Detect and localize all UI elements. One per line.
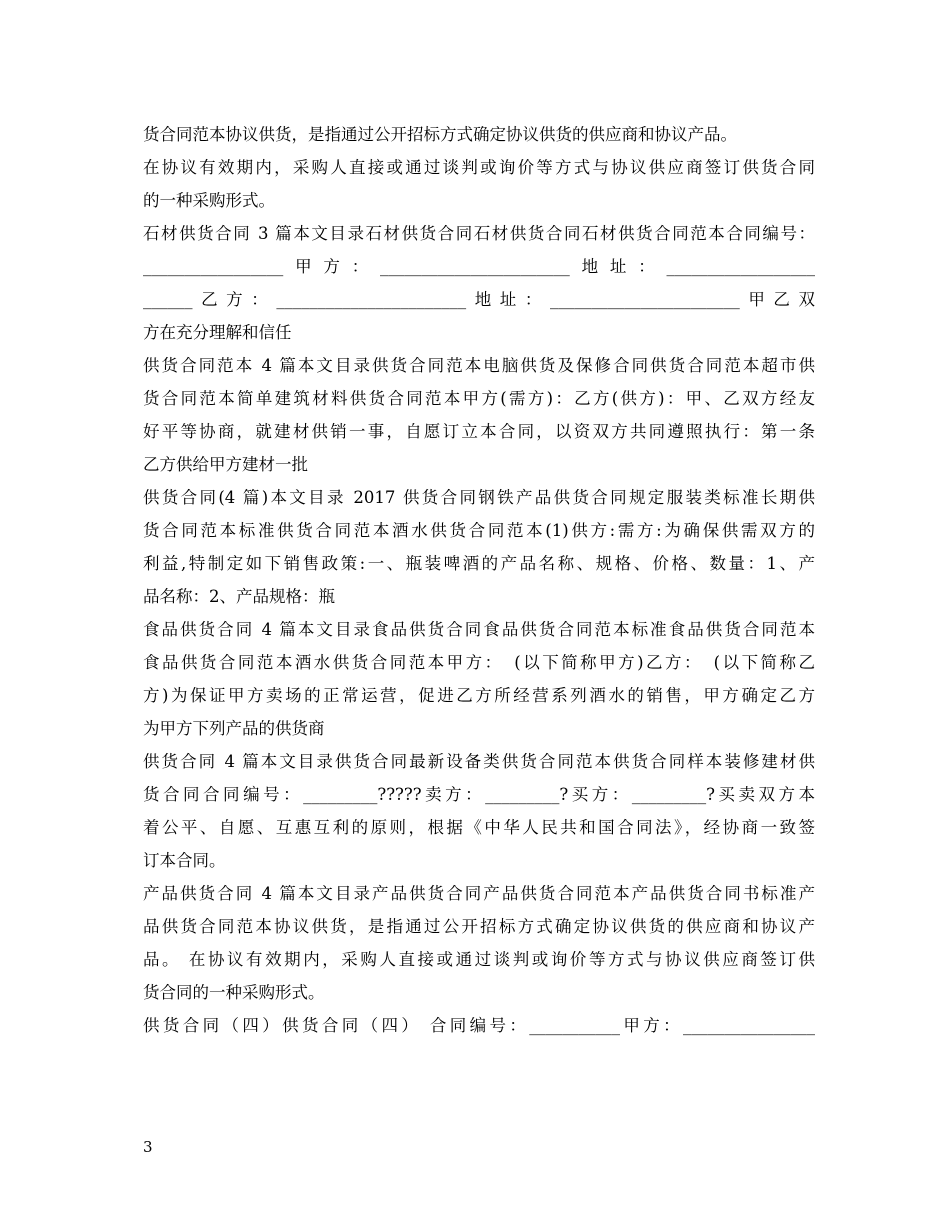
text-line: 石材供货合同 3 篇本文目录石材供货合同石材供货合同石材供货合同范本合同编号：	[143, 224, 815, 243]
text-line: 供货合同范本 4 篇本文目录供货合同范本电脑供货及保修合同供货合同范本超市供	[143, 356, 815, 375]
text-line: 货合同合同编号：_________?????卖方：_________?买方：_________?买卖双方本	[143, 785, 815, 804]
text-line: 品名称：2、产品规格：瓶	[143, 587, 335, 606]
text-line: 货合同范本标准供货合同范本酒水供货合同范本(1)供方:需方:为确保供需双方的	[143, 521, 815, 540]
text-line: 订本合同。	[143, 851, 226, 870]
text-line: 的一种采购形式。	[143, 191, 275, 210]
text-line: 货合同范本简单建筑材料供货合同范本甲方(需方)：乙方(供方)：甲、乙双方经友	[143, 389, 815, 408]
text-line: ______乙方：_______________________地址：_______________________甲乙双	[143, 290, 815, 309]
text-line: 利益,特制定如下销售政策:一、瓶装啤酒的产品名称、规格、价格、数量：1、产	[143, 554, 815, 573]
text-line: _________________甲方：_______________________地址：__________________	[143, 257, 815, 276]
text-line: 食品供货合同 4 篇本文目录食品供货合同食品供货合同范本标准食品供货合同范本	[143, 620, 815, 639]
page-number: 3	[143, 1138, 153, 1156]
text-line: 产品供货合同 4 篇本文目录产品供货合同产品供货合同范本产品供货合同书标准产	[143, 884, 815, 903]
text-line: 在协议有效期内，采购人直接或通过谈判或询价等方式与协议供应商签订供货合同	[143, 158, 815, 177]
text-line: 供货合同(4 篇)本文目录 2017 供货合同钢铁产品供货合同规定服装类标准长期供	[143, 488, 815, 507]
text-line: 货合同的一种采购形式。	[143, 983, 325, 1002]
text-line: 乙方供给甲方建材一批	[143, 455, 308, 474]
text-line: 方在充分理解和信任	[143, 323, 292, 342]
text-line: 食品供货合同范本酒水供货合同范本甲方： (以下简称甲方)乙方： (以下简称乙	[143, 653, 815, 672]
text-line: 方)为保证甲方卖场的正常运营，促进乙方所经营系列酒水的销售，甲方确定乙方	[143, 686, 815, 705]
text-line: 供货合同 4 篇本文目录供货合同最新设备类供货合同范本供货合同样本装修建材供	[143, 752, 815, 771]
text-line: 着公平、自愿、互惠互利的原则，根据《中华人民共和国合同法》，经协商一致签	[143, 818, 815, 837]
text-line: 货合同范本协议供货，是指通过公开招标方式确定协议供货的供应商和协议产品。	[143, 125, 737, 144]
text-line: 品供货合同范本协议供货，是指通过公开招标方式确定协议供货的供应商和协议产	[143, 917, 815, 936]
text-line: 品。 在协议有效期内，采购人直接或通过谈判或询价等方式与协议供应商签订供	[143, 950, 815, 969]
text-line: 为甲方下列产品的供货商	[143, 719, 325, 738]
document-body	[143, 118, 815, 1042]
text-line: 供货合同（四）供货合同（四） 合同编号：___________甲方：________________	[143, 1016, 815, 1035]
text-line: 好平等协商，就建材供销一事，自愿订立本合同，以资双方共同遵照执行：第一条	[143, 422, 815, 441]
